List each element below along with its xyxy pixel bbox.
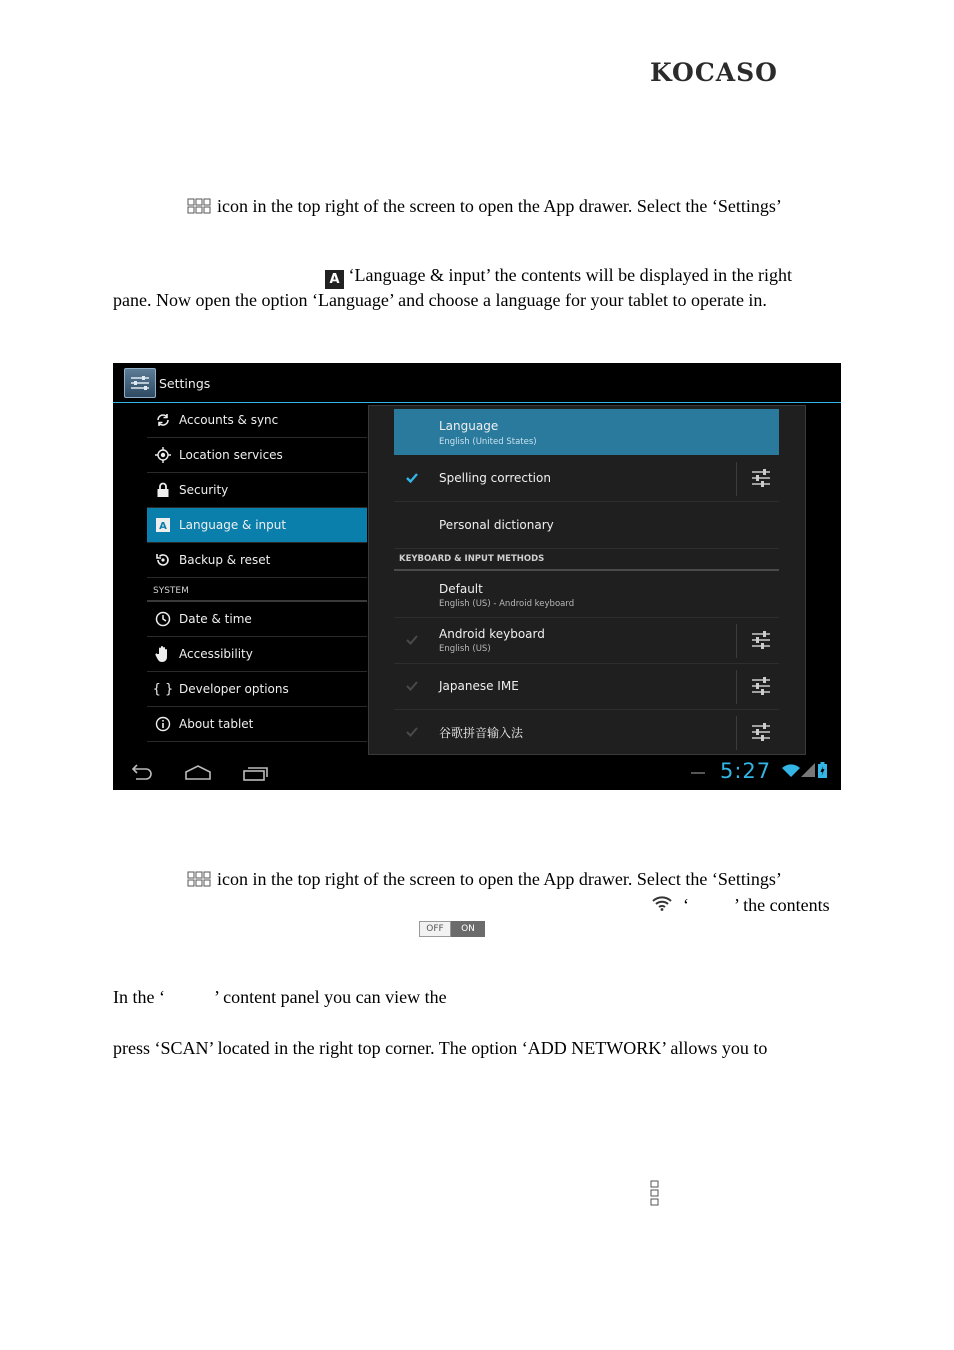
- pinyin-ime-row[interactable]: [394, 710, 779, 754]
- system-nav-bar: [113, 758, 841, 790]
- sidebar-item-date-time[interactable]: [147, 602, 367, 637]
- sidebar-item-about-tablet[interactable]: [147, 707, 367, 742]
- sidebar-item-label: Developer options: [179, 682, 289, 696]
- system-section-header: SYSTEM: [147, 578, 367, 602]
- app-title: Settings: [159, 376, 211, 391]
- signal-icon: [801, 763, 815, 778]
- kocaso-logo: KOCASO: [650, 58, 778, 87]
- android-keyboard-subtitle: English (US): [439, 644, 491, 654]
- lock-icon: [147, 482, 179, 498]
- location-icon: [147, 447, 179, 463]
- sidebar-item-label: Language & input: [179, 518, 287, 532]
- keyboard-input-methods-header: KEYBOARD & INPUT METHODS: [394, 554, 779, 571]
- instruction-text-5: ’ the contents: [734, 895, 830, 915]
- overflow-menu-icon: [650, 1180, 660, 1206]
- row-divider: [736, 624, 737, 658]
- sidebar-item-label: Backup & reset: [179, 553, 271, 567]
- notification-dash-icon: [691, 772, 705, 776]
- wifi-icon: [652, 896, 672, 911]
- default-keyboard-row[interactable]: [394, 572, 779, 618]
- instruction-line-2: [325, 264, 792, 289]
- instruction-line-4: [187, 868, 782, 890]
- language-title: Language: [439, 419, 499, 433]
- info-icon: [147, 716, 179, 732]
- row-divider: [736, 716, 737, 750]
- instruction-line-3: pane. Now open the option ‘Language’ and choose a language for your tablet to operate in.: [113, 290, 767, 310]
- settings-app-icon[interactable]: [124, 368, 156, 398]
- sidebar-item-security[interactable]: [147, 473, 367, 508]
- settings-sidebar: [147, 403, 367, 742]
- sidebar-item-label: Location services: [179, 448, 283, 462]
- language-row[interactable]: [394, 409, 779, 455]
- language-input-icon: A: [325, 270, 344, 289]
- instruction-text-6a: In the ‘: [113, 987, 165, 1007]
- toggle-off-label: OFF: [419, 921, 451, 937]
- toggle-on-label: ON: [451, 921, 485, 937]
- checkbox-disabled-icon[interactable]: [405, 679, 419, 693]
- checkbox-checked-icon[interactable]: [405, 471, 419, 485]
- instruction-text-4: icon in the top right of the screen to open the App drawer. Select the ‘Settings’: [217, 869, 782, 889]
- back-icon[interactable]: [127, 763, 155, 783]
- sidebar-item-label: About tablet: [179, 717, 254, 731]
- recent-apps-icon[interactable]: [241, 763, 269, 783]
- wifi-icon: [782, 763, 800, 778]
- home-icon[interactable]: [184, 763, 212, 783]
- pinyin-ime-title: 谷歌拼音输入法: [439, 726, 524, 740]
- japanese-ime-title: Japanese IME: [439, 679, 519, 693]
- sidebar-item-label: Security: [179, 483, 229, 497]
- instruction-text-6b: ’ content panel you can view the: [214, 987, 447, 1007]
- sidebar-item-location[interactable]: [147, 438, 367, 473]
- checkbox-disabled-icon[interactable]: [405, 725, 419, 739]
- battery-icon: [818, 762, 827, 778]
- sidebar-item-developer-options[interactable]: [147, 672, 367, 707]
- settings-sliders-icon[interactable]: [751, 723, 771, 741]
- language-subtitle: English (United States): [439, 437, 537, 447]
- spelling-correction-title: Spelling correction: [439, 471, 551, 485]
- sidebar-item-accessibility[interactable]: [147, 637, 367, 672]
- sidebar-item-label: Accessibility: [179, 647, 253, 661]
- app-drawer-icon: [187, 871, 211, 887]
- instruction-text-1: icon in the top right of the screen to open the App drawer. Select the ‘Settings’: [217, 196, 782, 216]
- personal-dictionary-row[interactable]: [394, 502, 779, 549]
- instruction-text-7: press ‘SCAN’ located in the right top corner. The option ‘ADD NETWORK’ allows you to: [113, 1038, 768, 1058]
- checkbox-disabled-icon[interactable]: [405, 633, 419, 647]
- settings-sliders-icon[interactable]: [751, 631, 771, 649]
- row-divider: [736, 670, 737, 704]
- svg-text:A: A: [159, 521, 167, 532]
- language-input-pane: [368, 405, 806, 755]
- language-icon: [147, 518, 179, 532]
- sidebar-item-label: Accounts & sync: [179, 413, 279, 427]
- sidebar-item-language-input[interactable]: [147, 508, 367, 543]
- sync-icon: [147, 412, 179, 428]
- instruction-line-1: [187, 195, 782, 217]
- braces-icon: { }: [152, 681, 174, 697]
- personal-dictionary-title: Personal dictionary: [439, 518, 554, 532]
- app-drawer-icon: [187, 198, 211, 214]
- android-keyboard-title: Android keyboard: [439, 627, 545, 641]
- hand-icon: [147, 645, 179, 663]
- settings-screenshot: [113, 363, 841, 790]
- instruction-text-2a: ‘Language & input’ the contents will be displayed in the right: [348, 265, 793, 285]
- settings-sliders-icon[interactable]: [751, 677, 771, 695]
- japanese-ime-row[interactable]: [394, 664, 779, 710]
- status-clock: 5:27: [720, 759, 772, 783]
- sidebar-item-accounts-sync[interactable]: [147, 403, 367, 438]
- backup-icon: [147, 552, 179, 568]
- wifi-toggle-switch[interactable]: [419, 921, 485, 937]
- quote-open: ‘: [683, 895, 689, 915]
- clock-icon: [147, 611, 179, 627]
- row-divider: [736, 462, 737, 496]
- sidebar-item-label: Date & time: [179, 612, 252, 626]
- default-title: Default: [439, 582, 483, 596]
- action-bar: [113, 363, 841, 403]
- android-keyboard-row[interactable]: [394, 618, 779, 664]
- spelling-correction-row[interactable]: [394, 456, 779, 502]
- settings-sliders-icon[interactable]: [751, 469, 771, 487]
- sidebar-item-backup-reset[interactable]: [147, 543, 367, 578]
- default-subtitle: English (US) - Android keyboard: [439, 599, 575, 609]
